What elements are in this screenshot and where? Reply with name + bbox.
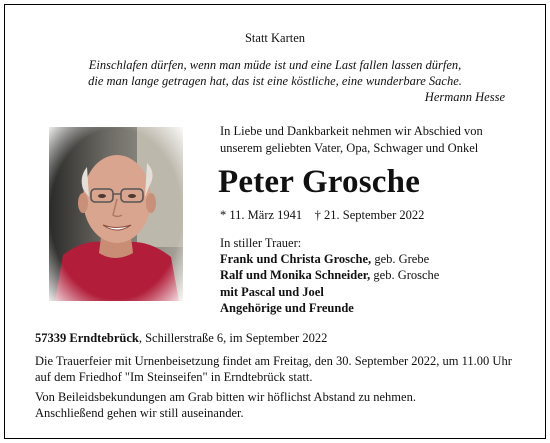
mourner-row-2 [220, 267, 540, 283]
portrait-photo [49, 127, 183, 301]
life-dates: * 11. März 1941 † 21. September 2022 [220, 208, 425, 222]
quote-author: Hermann Hesse [424, 90, 505, 104]
mourner-row-1 [220, 251, 540, 267]
deceased-name: Peter Grosche [218, 164, 421, 200]
address-line [35, 330, 327, 346]
mourner-row-4: Angehörige und Freunde [220, 300, 354, 315]
condolence-info [35, 390, 535, 421]
intro-line-1: In Liebe und Dankbarkeit nehmen wir Abschied von [220, 124, 483, 138]
address-place: 57339 Erndtebrück [35, 331, 139, 345]
mourner-row-1-names: Frank und Christa Grosche, [220, 252, 372, 267]
condolence-line-1: Von Beileidsbekundungen am Grab bitten wir höflichst Abstand zu nehmen. [35, 390, 416, 404]
obituary-notice [4, 4, 546, 439]
funeral-line-1: Die Trauerfeier mit Urnenbeisetzung findet am Freitag, den 30. September 2022, um 11.00 Uhr [35, 354, 512, 368]
mourners-list [220, 235, 540, 316]
mourners-heading: In stiller Trauer: [220, 236, 302, 250]
mourner-row-3: mit Pascal und Joel [220, 284, 324, 299]
intro-text [220, 123, 520, 157]
mourner-row-1-birthname: geb. Grebe [371, 252, 430, 267]
address-rest: , Schillerstraße 6, im September 2022 [138, 331, 328, 345]
intro-line-2: unserem geliebten Vater, Opa, Schwager und Onkel [220, 141, 479, 155]
quote-line-1: Einschlafen dürfen, wenn man müde ist und eine Last fallen lassen dürfen, [88, 58, 462, 72]
notice-header: Statt Karten [244, 31, 306, 45]
funeral-info [35, 354, 535, 385]
mourner-row-2-birthname: geb. Grosche [370, 268, 440, 283]
condolence-line-2: Anschließend gehen wir still auseinander. [35, 405, 244, 420]
quote-line-2: die man lange getragen hat, das ist eine köstliche, eine wunderbare Sache. [88, 74, 462, 88]
funeral-line-2: auf dem Friedhof "Im Steinseifen" in Erndtebrück statt. [35, 369, 313, 384]
mourner-row-2-names: Ralf und Monika Schneider, [220, 268, 371, 283]
portrait-image [49, 127, 183, 301]
